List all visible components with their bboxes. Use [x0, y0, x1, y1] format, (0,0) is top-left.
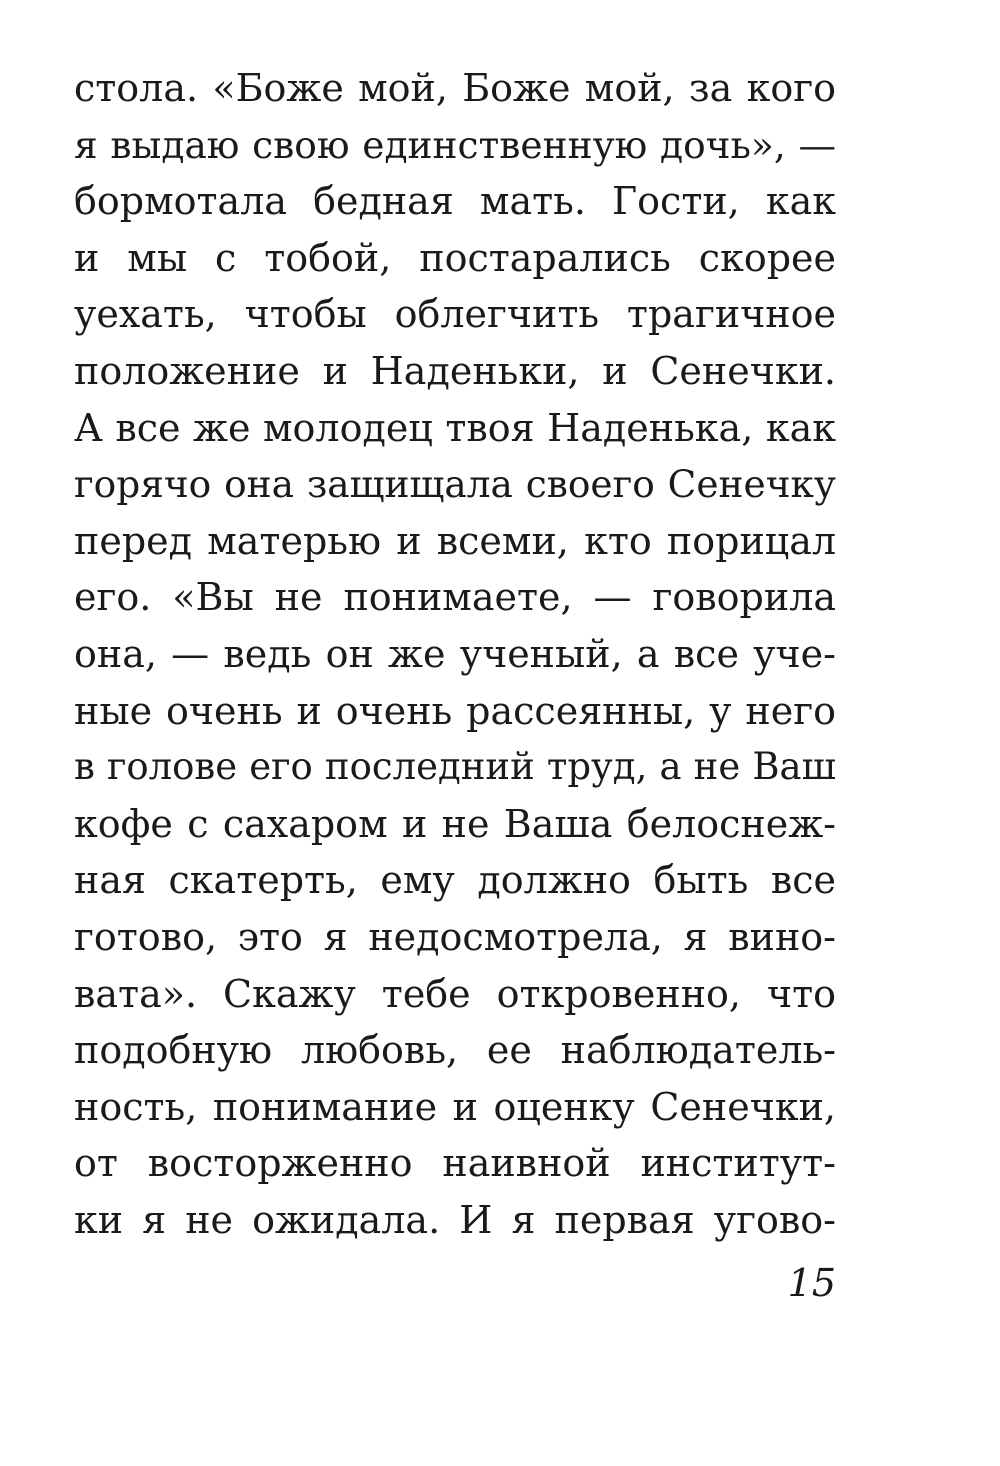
text-line: она, — ведь он же ученый, а все уче- — [74, 631, 836, 676]
text-line: А все же молодец твоя Наденька, как — [74, 405, 836, 450]
text-line: положение и Наденьки, и Сенечки. — [74, 348, 836, 393]
text-line: горячо она защищала своего Сенечку — [74, 462, 836, 507]
text-line: подобную любовь, ее наблюдатель- — [74, 1028, 836, 1073]
text-line: вата». Скажу тебе откровенно, что — [74, 971, 836, 1016]
text-line: уехать, чтобы облегчить трагичное — [74, 292, 836, 337]
body-text — [74, 60, 836, 1248]
text-line: ные очень и очень рассеянны, у него — [74, 688, 836, 733]
text-line: кофе с сахаром и не Ваша белоснеж- — [74, 801, 836, 846]
text-line: и мы с тобой, постарались скорее — [74, 235, 836, 280]
text-line: бормотала бедная мать. Гости, как — [74, 179, 836, 224]
text-line: готово, это я недосмотрела, я вино- — [74, 914, 836, 959]
text-line: я выдаю свою единственную дочь», — — [74, 122, 836, 167]
page-number: 15 — [787, 1261, 836, 1305]
text-line: в голове его последний труд, а не Ваш — [74, 745, 836, 789]
text-line: стола. «Боже мой, Боже мой, за кого — [74, 66, 836, 110]
text-line: ность, понимание и оценку Сенечки, — [74, 1084, 836, 1129]
text-line: ная скатерть, ему должно быть все — [74, 858, 836, 903]
text-line: его. «Вы не понимаете, — говорила — [74, 575, 836, 620]
text-line: от восторженно наивной институт- — [74, 1141, 836, 1186]
text-line: перед матерью и всеми, кто порицал — [74, 518, 836, 563]
text-line: ки я не ожидала. И я первая угово- — [74, 1197, 836, 1242]
